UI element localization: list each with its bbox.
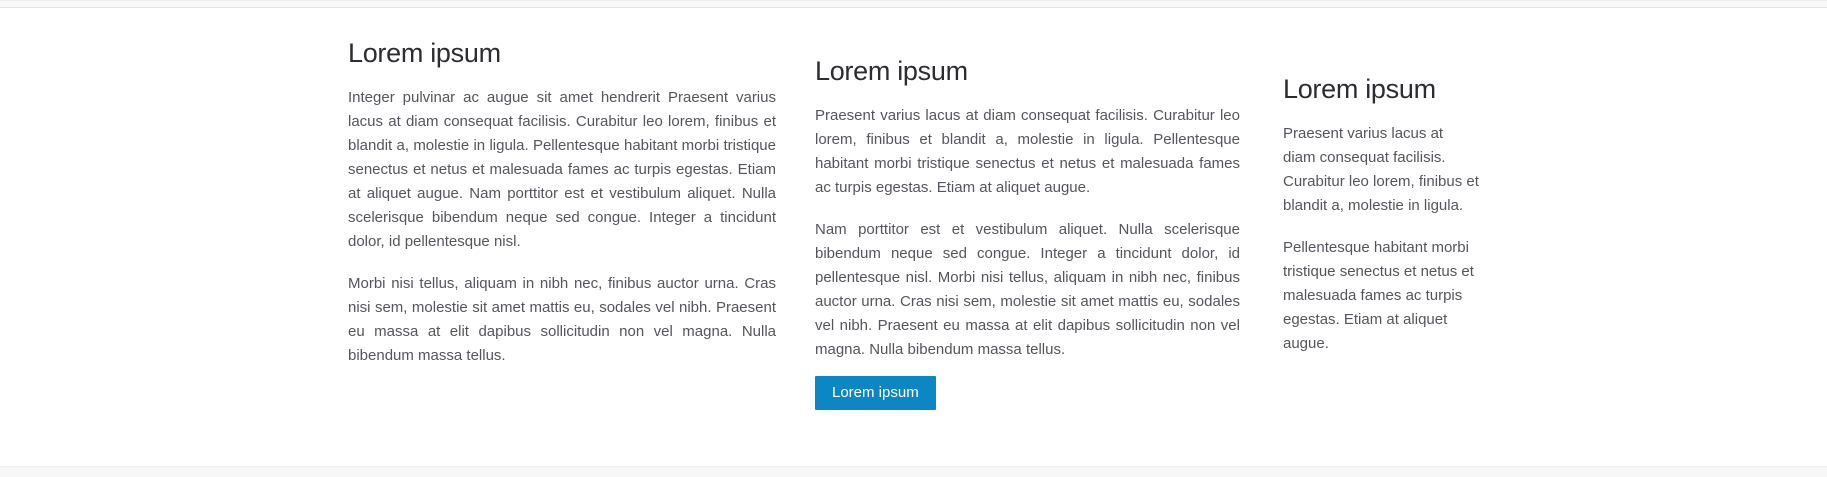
column-3-heading: Lorem ipsum <box>1283 74 1436 104</box>
content-section <box>0 8 1827 466</box>
column-2-heading: Lorem ipsum <box>815 56 968 86</box>
bottom-page-strip <box>0 466 1827 477</box>
column-1-heading: Lorem ipsum <box>348 38 501 68</box>
column-3-paragraph-1: Praesent varius lacus at diam consequat facilisis. Curabitur leo lorem, finibus et blandit a, molestie in ligula. <box>1283 125 1479 214</box>
cta-button[interactable]: Lorem ipsum <box>815 376 936 410</box>
content-column-2 <box>815 56 1240 410</box>
column-1-paragraph-1: Integer pulvinar ac augue sit amet hendrerit Praesent varius lacus at diam consequat facilisis. Curabitur leo lorem, finibus et blandit a, molestie in ligula. Pellentesque habitant morbi tristique senectus et netus et malesuada fames ac turpis egestas. Etiam at aliquet augue. Nam porttitor est et vestibulum aliquet. Nulla scelerisque bibendum neque sed congue. Integer a tincidunt dolor, id pellentesque nisl. <box>348 89 776 250</box>
content-column-3 <box>1283 74 1479 356</box>
column-1-paragraph-2: Morbi nisi tellus, aliquam in nibh nec, finibus auctor urna. Cras nisi sem, molestie sit amet mattis eu, sodales vel nibh. Praesent eu massa at elit dapibus sollicitudin non vel magna. Nulla bibendum massa tellus. <box>348 275 776 364</box>
column-2-paragraph-1: Praesent varius lacus at diam consequat facilisis. Curabitur leo lorem, finibus et blandit a, molestie in ligula. Pellentesque habitant morbi tristique senectus et netus et malesuada fames ac turpis egestas. Etiam at aliquet augue. <box>815 107 1240 196</box>
content-column-1 <box>348 38 776 368</box>
top-page-strip <box>0 0 1827 8</box>
column-3-paragraph-2: Pellentesque habitant morbi tristique senectus et netus et malesuada fames ac turpis egestas. Etiam at aliquet augue. <box>1283 239 1474 352</box>
column-2-paragraph-2: Nam porttitor est et vestibulum aliquet. Nulla scelerisque bibendum neque sed congue. Integer a tincidunt dolor, id pellentesque nisl. Morbi nisi tellus, aliquam in nibh nec, finibus auctor urna. Cras nisi sem, molestie sit amet mattis eu, sodales vel nibh. Praesent eu massa at elit dapibus sollicitudin non vel magna. Nulla bibendum massa tellus. <box>815 221 1240 358</box>
three-column-layout <box>348 38 1479 410</box>
